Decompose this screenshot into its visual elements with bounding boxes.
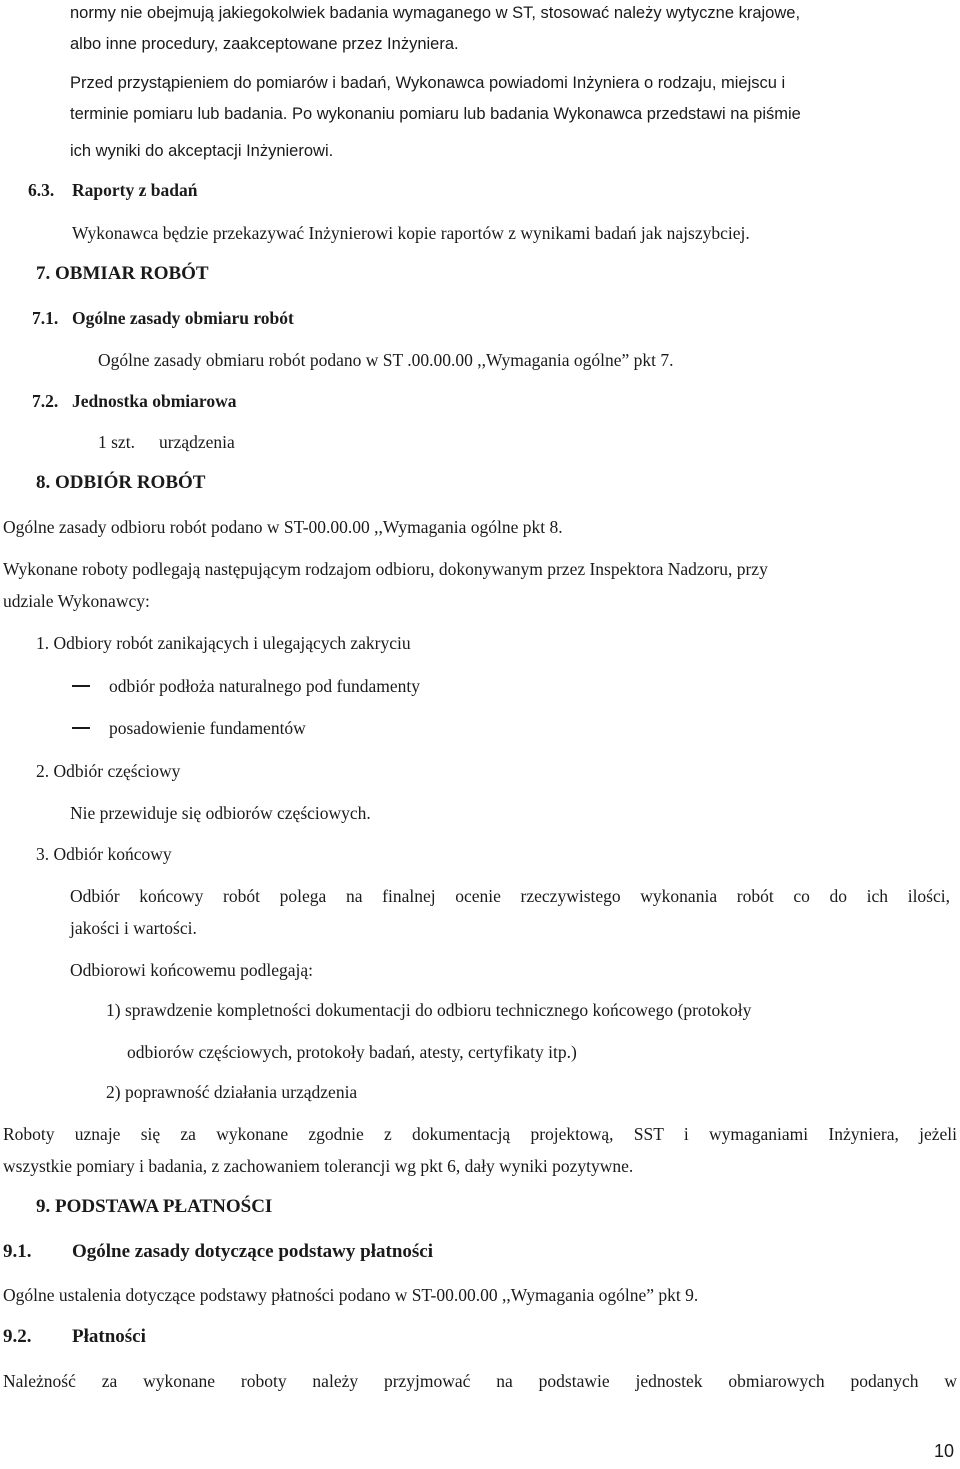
list-item: 1. Odbiory robót zanikających i ulegających zakryciu <box>36 633 411 653</box>
numbered-sub-item-cont: odbiorów częściowych, protokoły badań, atesty, certyfikaty itp.) <box>127 1042 577 1062</box>
paragraph: Ogólne zasady odbioru robót podano w ST-00.00.00 ,,Wymagania ogólne pkt 8. <box>3 517 563 537</box>
unit-quantity: 1 szt. <box>98 432 135 452</box>
body-line-1: normy nie obejmują jakiegokolwiek badania wymaganego w ST, stosować należy wytyczne krajowe, <box>70 4 801 22</box>
section-title: Ogólne zasady obmiaru robót <box>72 308 294 328</box>
sub-list-item: posadowienie fundamentów <box>109 718 306 738</box>
list-item-text: Odbiorowi końcowemu podlegają: <box>70 960 314 980</box>
body-line-2: albo inne procedury, zaakceptowane przez Inżyniera. <box>70 35 459 53</box>
paragraph-line: wszystkie pomiary i badania, z zachowaniem tolerancji wg pkt 6, dały wyniki pozytywne. <box>3 1156 634 1176</box>
body-line-3: Przed przystąpieniem do pomiarów i badań, Wykonawca powiadomi Inżyniera o rodzaju, miejscu i <box>70 74 786 92</box>
list-item-text-line: jakości i wartości. <box>70 918 197 938</box>
dash-bullet-icon <box>72 685 90 687</box>
paragraph-line: udziale Wykonawcy: <box>3 591 150 611</box>
section-title: Ogólne zasady dotyczące podstawy płatności <box>72 1241 433 1262</box>
paragraph-line: Roboty uznaje się za wykonane zgodnie z dokumentacją projektową, SST i wymaganiami Inżyniera, jeżeli <box>3 1124 957 1144</box>
body-line-4: terminie pomiaru lub badania. Po wykonaniu pomiaru lub badania Wykonawca przedstawi na piśmie <box>70 105 801 123</box>
section-number: 9.1. <box>3 1241 32 1262</box>
section-text: Ogólne zasady obmiaru robót podano w ST .00.00.00 ,,Wymagania ogólne” pkt 7. <box>98 350 674 370</box>
section-text: Ogólne ustalenia dotyczące podstawy płatności podano w ST-00.00.00 ,,Wymagania ogólne” pkt 9. <box>3 1285 699 1305</box>
section-title: Raporty z badań <box>72 180 198 200</box>
list-item: 2. Odbiór częściowy <box>36 761 181 781</box>
chapter-heading: 8. ODBIÓR ROBÓT <box>36 472 206 493</box>
dash-bullet-icon <box>72 727 90 729</box>
section-text: Wykonawca będzie przekazywać Inżynierowi kopie raportów z wynikami badań jak najszybciej. <box>72 223 750 243</box>
section-title: Płatności <box>72 1326 146 1347</box>
section-title: Jednostka obmiarowa <box>72 391 237 411</box>
paragraph-line: Wykonane roboty podlegają następującym rodzajom odbioru, dokonywanym przez Inspektora Nadzoru, przy <box>3 559 768 579</box>
chapter-heading: 9. PODSTAWA PŁATNOŚCI <box>36 1196 273 1217</box>
section-number: 9.2. <box>3 1326 32 1347</box>
numbered-sub-item: 2) poprawność działania urządzenia <box>106 1082 358 1102</box>
page-number: 10 <box>934 1441 955 1461</box>
list-item-text: Nie przewiduje się odbiorów częściowych. <box>70 803 371 823</box>
chapter-heading: 7. OBMIAR ROBÓT <box>36 263 209 284</box>
list-item-text-line: Odbiór końcowy robót polega na finalnej ocenie rzeczywistego wykonania robót co do ich ilości, <box>70 886 950 906</box>
body-line-5: ich wyniki do akceptacji Inżynierowi. <box>70 142 334 160</box>
numbered-sub-item: 1) sprawdzenie kompletności dokumentacji do odbioru technicznego końcowego (protokoły <box>106 1000 752 1020</box>
sub-list-item: odbiór podłoża naturalnego pod fundamenty <box>109 676 421 696</box>
section-text: Należność za wykonane roboty należy przyjmować na podstawie jednostek obmiarowych podanych w <box>3 1371 957 1391</box>
section-number: 7.1. <box>32 308 59 328</box>
list-item: 3. Odbiór końcowy <box>36 844 172 864</box>
unit-name: urządzenia <box>159 432 235 452</box>
section-number: 7.2. <box>32 391 59 411</box>
section-number: 6.3. <box>28 180 55 200</box>
